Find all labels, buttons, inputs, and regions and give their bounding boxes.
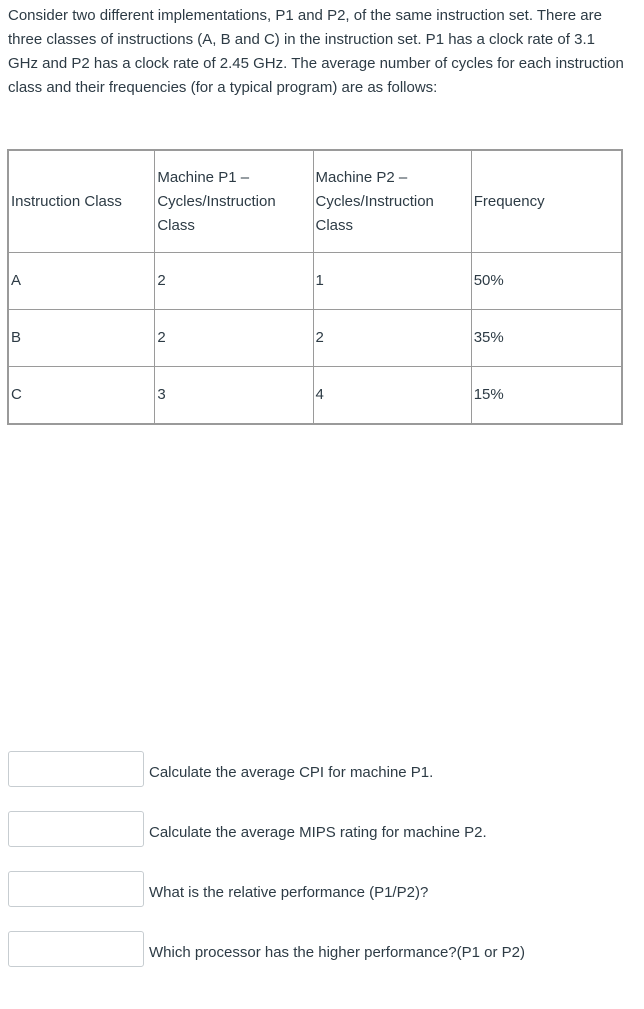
question-avg-mips-p2 — [8, 811, 628, 849]
question-text: Calculate the average MIPS rating for machine P2. — [149, 824, 487, 841]
cell-p2-cycles: 1 — [313, 253, 471, 310]
cell-p2-cycles: 2 — [313, 310, 471, 367]
cell-frequency: 15% — [471, 367, 622, 425]
table-row — [8, 310, 622, 367]
header-instruction-class: Instruction Class — [8, 150, 155, 253]
answer-input-higher-performance[interactable] — [8, 931, 144, 967]
cell-class: C — [8, 367, 155, 425]
answer-input-avg-cpi-p1[interactable] — [8, 751, 144, 787]
question-text: Calculate the average CPI for machine P1. — [149, 764, 434, 781]
cycles-table — [7, 149, 623, 425]
cell-class: A — [8, 253, 155, 310]
cell-class: B — [8, 310, 155, 367]
cell-p2-cycles: 4 — [313, 367, 471, 425]
question-higher-performance — [8, 931, 628, 969]
table-row — [8, 367, 622, 425]
cell-frequency: 35% — [471, 310, 622, 367]
answer-input-relative-performance[interactable] — [8, 871, 144, 907]
question-text: What is the relative performance (P1/P2)? — [149, 884, 429, 901]
question-text: Which processor has the higher performance?(P1 or P2) — [149, 944, 526, 961]
cell-p1-cycles: 3 — [155, 367, 313, 425]
question-relative-performance — [8, 871, 628, 909]
header-machine-p2: Machine P2 – Cycles/Instruction Class — [313, 150, 471, 253]
header-frequency: Frequency — [471, 150, 622, 253]
problem-statement: Consider two different implementations, P1 and P2, of the same instruction set. There are three classes of instructions (A, B and C) in the instruction set. P1 has a clock rate of 3.1 GHz and P2 has a clock rate of 2.45 GHz. The average number of cycles for each instruction class and their frequencies (for a typical program) are as follows: — [8, 7, 624, 96]
question-avg-cpi-p1 — [8, 751, 628, 789]
cell-frequency: 50% — [471, 253, 622, 310]
table-row — [8, 253, 622, 310]
table-header-row — [8, 150, 622, 253]
cell-p1-cycles: 2 — [155, 310, 313, 367]
cell-p1-cycles: 2 — [155, 253, 313, 310]
header-machine-p1: Machine P1 – Cycles/Instruction Class — [155, 150, 313, 253]
answer-input-avg-mips-p2[interactable] — [8, 811, 144, 847]
